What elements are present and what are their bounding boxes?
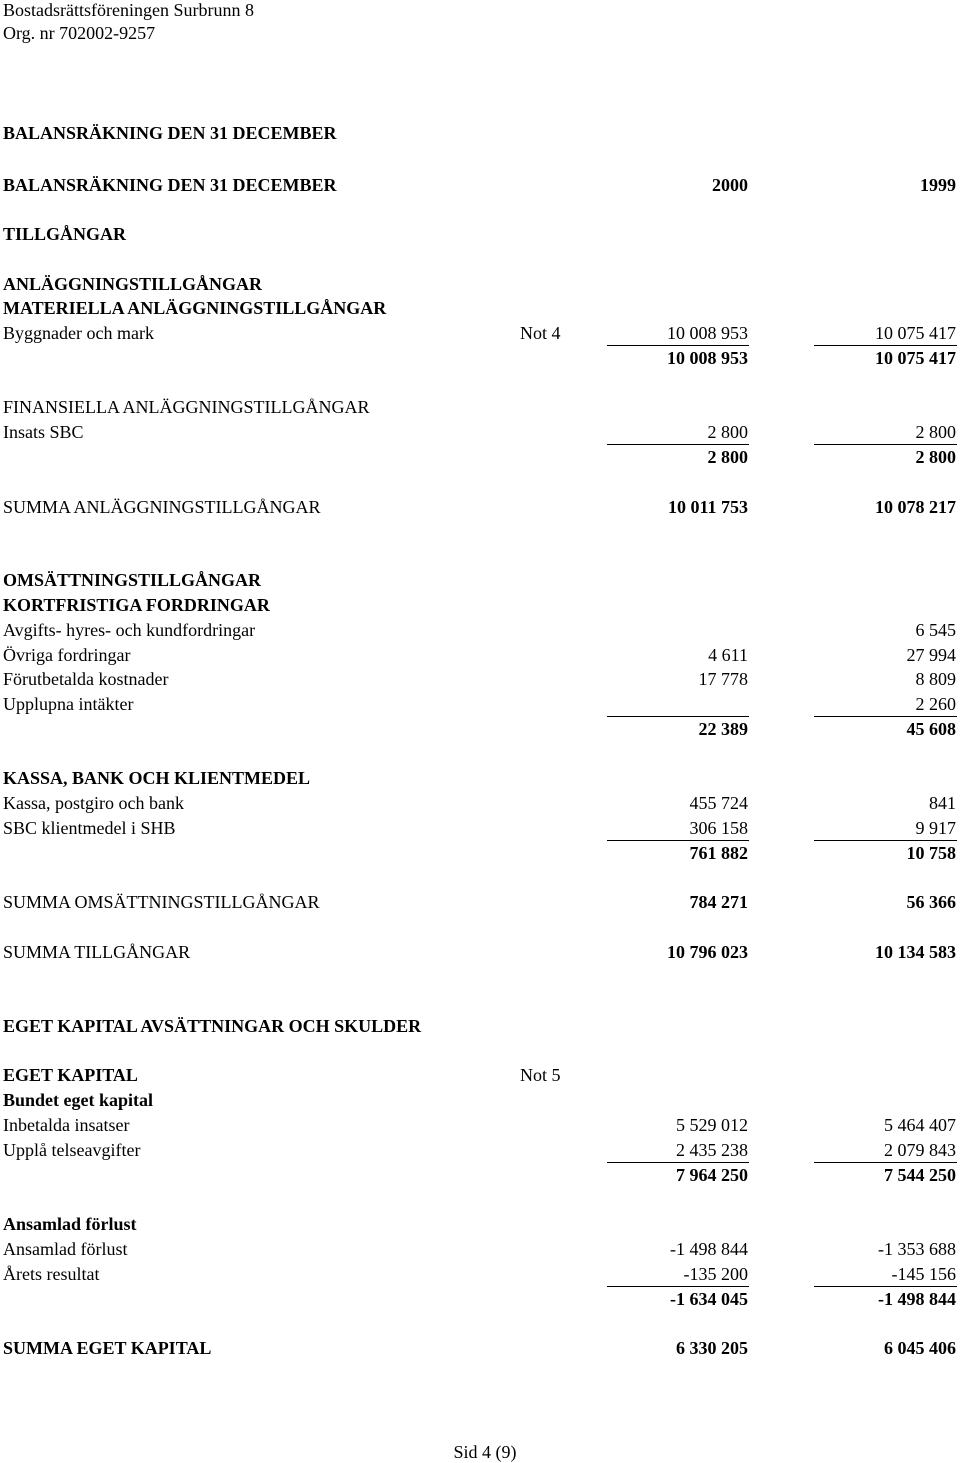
subtotal-rule [607,345,749,346]
table-row [0,1263,960,1285]
table-row [0,1114,960,1136]
sum-row [0,941,960,963]
subtotal-1999: 45 608 [906,719,956,739]
subtotal-rule [814,1286,957,1287]
column-header-1999: 1999 [920,175,956,195]
value-1999: -1 353 688 [878,1239,956,1259]
cash-heading: KASSA, BANK OCH KLIENTMEDEL [3,768,311,788]
accumulated-loss-heading: Ansamlad förlust [3,1214,137,1234]
subtotal-1999: -1 498 844 [878,1289,956,1309]
subtotal-row [0,446,960,468]
row-label: Ansamlad förlust [3,1239,128,1259]
row-label: Byggnader och mark [3,323,154,343]
sum-1999: 6 045 406 [884,1338,956,1358]
value-2000: 10 008 953 [667,323,748,343]
section-heading-row [0,767,960,789]
association-name: Bostadsrättsföreningen Surbrunn 8 [3,0,254,20]
section-heading-row [0,1064,960,1086]
value-1999: 2 260 [915,694,956,714]
sum-2000: 10 796 023 [667,942,748,962]
subtotal-rule [814,444,957,445]
sum-1999: 10 134 583 [875,942,956,962]
subtotal-rule [607,1286,749,1287]
subtotal-rule [607,444,749,445]
sum-row [0,496,960,518]
subtotal-rule [607,1162,749,1163]
table-row [0,1238,960,1260]
row-label: Upplupna intäkter [3,694,134,714]
section-heading-row [0,594,960,616]
subtotal-1999: 10 758 [906,843,956,863]
sum-row [0,1337,960,1359]
subtotal-rule [814,840,957,841]
value-2000: 5 529 012 [676,1115,748,1135]
row-label: Inbetalda insatser [3,1115,130,1135]
table-row [0,792,960,814]
section-heading-row [0,396,960,418]
value-1999: 9 917 [915,818,956,838]
fixed-assets-heading: ANLÄGGNINGSTILLGÅNGAR [3,274,263,294]
value-1999: 2 800 [915,422,956,442]
subtotal-row [0,842,960,864]
subtotal-2000: 10 008 953 [667,348,748,368]
value-2000: 4 611 [708,645,748,665]
sum-label: SUMMA EGET KAPITAL [3,1338,212,1358]
table-header-title: BALANSRÄKNING DEN 31 DECEMBER [3,175,337,195]
document-title: BALANSRÄKNING DEN 31 DECEMBER [3,123,337,143]
value-2000: 455 724 [689,793,748,813]
value-1999: 10 075 417 [875,323,956,343]
row-label: Övriga fordringar [3,645,131,665]
subtotal-row [0,1288,960,1310]
sum-2000: 6 330 205 [676,1338,748,1358]
bound-equity-heading: Bundet eget kapital [3,1090,154,1110]
sum-1999: 56 366 [906,892,956,912]
value-1999: 5 464 407 [884,1115,956,1135]
subtotal-1999: 10 075 417 [875,348,956,368]
row-label: Upplå telseavgifter [3,1140,141,1160]
section-heading-row [0,297,960,319]
subtotal-row [0,718,960,740]
sum-2000: 784 271 [689,892,748,912]
subtotal-row [0,347,960,369]
equity-heading: EGET KAPITAL [3,1065,138,1085]
subtotal-1999: 7 544 250 [884,1165,956,1185]
subtotal-rule [607,840,749,841]
row-label: Avgifts- hyres- och kundfordringar [3,620,256,640]
note-reference: Not 5 [520,1065,561,1085]
subtotal-rule [814,345,957,346]
section-heading-row [0,1015,960,1037]
table-row [0,421,960,443]
subtotal-2000: 2 800 [707,447,748,467]
assets-heading: TILLGÅNGAR [3,224,127,244]
receivables-heading: KORTFRISTIGA FORDRINGAR [3,595,270,615]
page-number: Sid 4 (9) [453,1442,517,1462]
sum-label: SUMMA TILLGÅNGAR [3,942,191,962]
document-title-row [0,122,960,144]
subtotal-rule [814,716,957,717]
tangible-assets-heading: MATERIELLA ANLÄGGNINGSTILLGÅNGAR [3,298,387,318]
value-1999: 2 079 843 [884,1140,956,1160]
table-row [0,619,960,641]
value-2000: 2 435 238 [676,1140,748,1160]
value-1999: 6 545 [915,620,956,640]
table-header-row [0,174,960,196]
subtotal-rule [607,716,749,717]
financial-assets-heading: FINANSIELLA ANLÄGGNINGSTILLGÅNGAR [3,397,370,417]
value-1999: 8 809 [915,669,956,689]
table-row [0,1139,960,1161]
row-label: Kassa, postgiro och bank [3,793,184,813]
sum-label: SUMMA OMSÄTTNINGSTILLGÅNGAR [3,892,320,912]
subtotal-2000: 22 389 [698,719,748,739]
sum-1999: 10 078 217 [875,497,956,517]
subtotal-rule [814,1162,957,1163]
liabilities-section-heading: EGET KAPITAL AVSÄTTNINGAR OCH SKULDER [3,1016,422,1036]
row-label: Förutbetalda kostnader [3,669,169,689]
subtotal-2000: 7 964 250 [676,1165,748,1185]
value-1999: -145 156 [891,1264,956,1284]
row-label: Insats SBC [3,422,84,442]
value-2000: 306 158 [689,818,748,838]
note-reference: Not 4 [520,323,561,343]
value-2000: 2 800 [707,422,748,442]
value-1999: 841 [929,793,956,813]
section-heading-row [0,223,960,245]
table-row [0,817,960,839]
subtotal-2000: 761 882 [689,843,748,863]
current-assets-heading: OMSÄTTNINGSTILLGÅNGAR [3,570,262,590]
section-heading-row [0,1213,960,1235]
section-heading-row [0,273,960,295]
table-row [0,668,960,690]
table-row [0,693,960,715]
subtotal-2000: -1 634 045 [670,1289,748,1309]
value-2000: -1 498 844 [670,1239,748,1259]
value-2000: -135 200 [683,1264,748,1284]
row-label: Årets resultat [3,1264,100,1284]
sum-row [0,891,960,913]
table-row [0,644,960,666]
value-1999: 27 994 [906,645,956,665]
subtotal-1999: 2 800 [915,447,956,467]
sum-label: SUMMA ANLÄGGNINGSTILLGÅNGAR [3,497,321,517]
org-number: Org. nr 702002-9257 [3,23,156,43]
subtotal-row [0,1164,960,1186]
section-heading-row [0,569,960,591]
table-row [0,322,960,344]
sum-2000: 10 011 753 [667,497,748,517]
value-2000: 17 778 [698,669,748,689]
row-label: SBC klientmedel i SHB [3,818,176,838]
column-header-2000: 2000 [712,175,748,195]
section-heading-row [0,1089,960,1111]
